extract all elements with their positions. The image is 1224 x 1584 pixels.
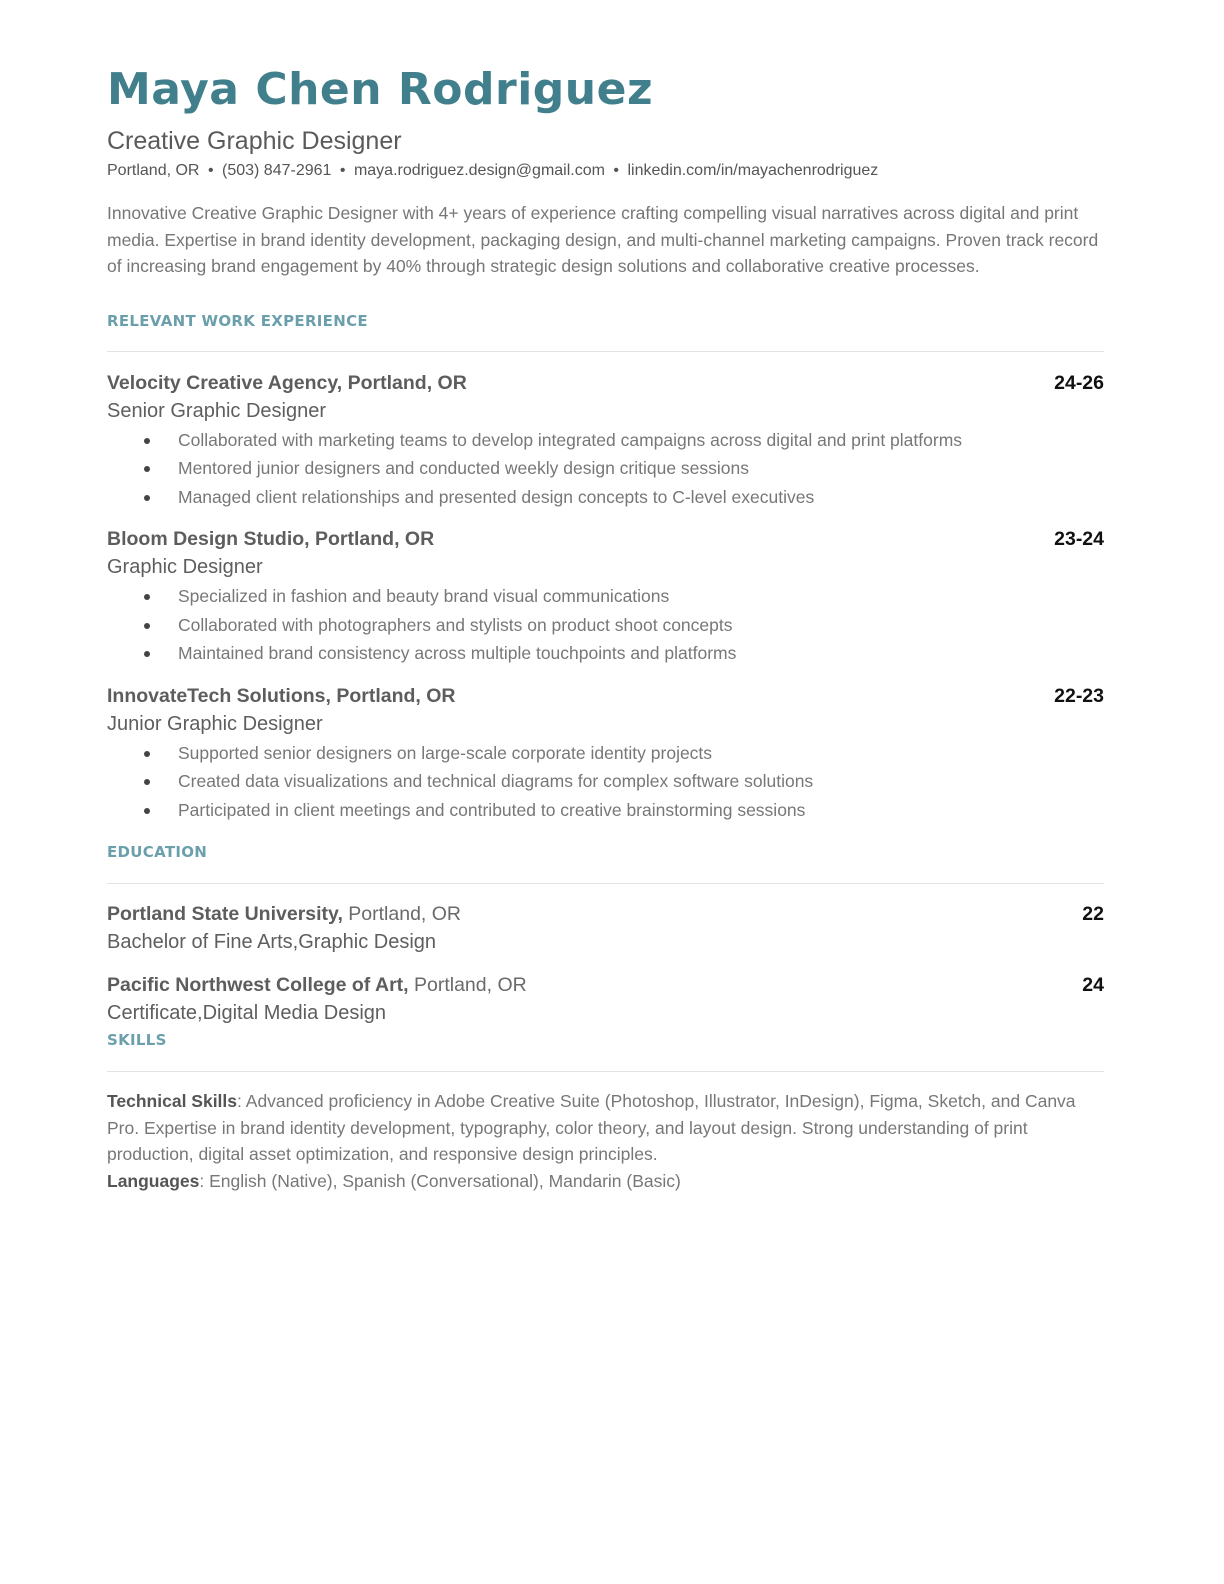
experience-divider <box>107 351 1104 352</box>
job-header <box>107 682 1104 710</box>
resume-content <box>107 62 1104 1194</box>
bullet-text: Mentored junior designers and conducted weekly design critique sessions <box>178 458 750 478</box>
job-role: Junior Graphic Designer <box>107 712 323 735</box>
bullet-icon <box>144 623 150 629</box>
bullet-icon <box>144 808 150 814</box>
education-degree: Certificate,Digital Media Design <box>107 1002 387 1024</box>
education-location: Portland, OR <box>342 903 462 925</box>
professional-summary: Innovative Creative Graphic Designer with 4+ years of experience crafting compelling visual narratives across digital and print media. Expertise in brand identity development, packaging design, and multi-channel marketing campaigns. Proven track record of increasing brand engagement by 40% through strategic design solutions and collaborative creative processes. <box>107 203 1099 276</box>
bullet-icon <box>144 651 150 657</box>
bullet-text: Maintained brand consistency across multiple touchpoints and platforms <box>178 643 737 663</box>
contact-email: maya.rodriguez.design@gmail.com <box>353 162 605 179</box>
education-location: Portland, OR <box>408 974 527 996</box>
contact-line <box>107 160 1104 182</box>
bullet-text: Collaborated with marketing teams to develop integrated campaigns across digital and print platforms <box>178 429 963 450</box>
contact-location: Portland, OR <box>107 162 200 179</box>
education-degree: Bachelor of Fine Arts,Graphic Design <box>107 931 437 953</box>
bullet-text: Supported senior designers on large-scale corporate identity projects <box>178 742 713 763</box>
bullet-text: Created data visualizations and technical diagrams for complex software solutions <box>178 771 814 791</box>
bullet-text: Specialized in fashion and beauty brand visual communications <box>178 586 670 606</box>
bullet-text: Collaborated with photographers and stylists on product shoot concepts <box>178 614 733 635</box>
bullet-icon <box>144 751 150 757</box>
contact-phone: (503) 847-2961 <box>222 162 332 179</box>
bullet-icon <box>144 438 150 444</box>
education-header <box>107 971 1104 999</box>
education-year: 22 <box>1082 903 1104 925</box>
experience-section-title: RELEVANT WORK EXPERIENCE <box>107 311 368 330</box>
job-bullet <box>107 483 1104 512</box>
job-bullet <box>107 639 1104 668</box>
candidate-name: Maya Chen Rodriguez <box>107 64 654 115</box>
languages <box>107 1168 1104 1195</box>
education-entry <box>107 971 1104 1028</box>
bullet-icon <box>144 779 150 785</box>
candidate-headline: Creative Graphic Designer <box>107 127 402 155</box>
education-school: Portland State University, <box>107 903 343 925</box>
education-school-line <box>107 900 461 928</box>
job-role: Senior Graphic Designer <box>107 399 326 422</box>
job-dates: 22-23 <box>1054 684 1104 707</box>
languages-text: : English (Native), Spanish (Conversational), Mandarin (Basic) <box>199 1170 681 1191</box>
technical-skills-text: : Advanced proficiency in Adobe Creative Suite (Photoshop, Illustrator, InDesign), Figma, Sketch, and Canva Pro. Expertise in brand identity development, typography, color theory, and layout design. Strong understanding of print production, digital asset optimization, and responsive design principles. <box>107 1091 1076 1164</box>
contact-separator: • <box>339 162 346 179</box>
job-bullet <box>107 739 1104 768</box>
languages-label: Languages <box>107 1170 200 1191</box>
job-dates: 23-24 <box>1054 528 1104 550</box>
bullet-icon <box>144 495 150 501</box>
skills-section-title: SKILLS <box>107 1031 167 1049</box>
education-school: Pacific Northwest College of Art, <box>107 974 409 996</box>
job-entry <box>107 369 1104 512</box>
contact-separator: • <box>613 162 620 179</box>
job-entry <box>107 525 1104 668</box>
job-bullet <box>107 582 1104 611</box>
job-bullets <box>107 426 1104 512</box>
job-entry <box>107 682 1104 825</box>
job-bullet <box>107 767 1104 796</box>
technical-skills-label: Technical Skills <box>107 1091 238 1111</box>
contact-separator: • <box>207 162 214 179</box>
bullet-text: Participated in client meetings and contributed to creative brainstorming sessions <box>178 799 806 820</box>
skills-divider <box>107 1071 1104 1072</box>
job-organization: InnovateTech Solutions, Portland, OR <box>107 684 456 707</box>
job-role: Graphic Designer <box>107 556 263 578</box>
job-header <box>107 369 1104 397</box>
education-header <box>107 900 1104 928</box>
job-bullet <box>107 454 1104 483</box>
bullet-text: Managed client relationships and presented design concepts to C-level executives <box>178 486 815 507</box>
education-divider <box>107 883 1104 884</box>
job-organization: Bloom Design Studio, Portland, OR <box>107 528 435 550</box>
bullet-icon <box>144 466 150 472</box>
job-dates: 24-26 <box>1054 371 1104 394</box>
job-bullet <box>107 426 1104 455</box>
education-year: 24 <box>1082 974 1104 996</box>
bullet-icon <box>144 594 150 600</box>
education-entry <box>107 900 1104 957</box>
contact-linkedin: linkedin.com/in/mayachenrodriguez <box>627 162 879 179</box>
job-bullets <box>107 739 1104 825</box>
job-organization: Velocity Creative Agency, Portland, OR <box>107 371 467 394</box>
job-bullets <box>107 582 1104 668</box>
education-school-line <box>107 971 527 999</box>
education-section-title: EDUCATION <box>107 843 208 861</box>
job-bullet <box>107 796 1104 825</box>
technical-skills <box>107 1088 1104 1168</box>
job-header <box>107 525 1104 553</box>
job-bullet <box>107 611 1104 640</box>
